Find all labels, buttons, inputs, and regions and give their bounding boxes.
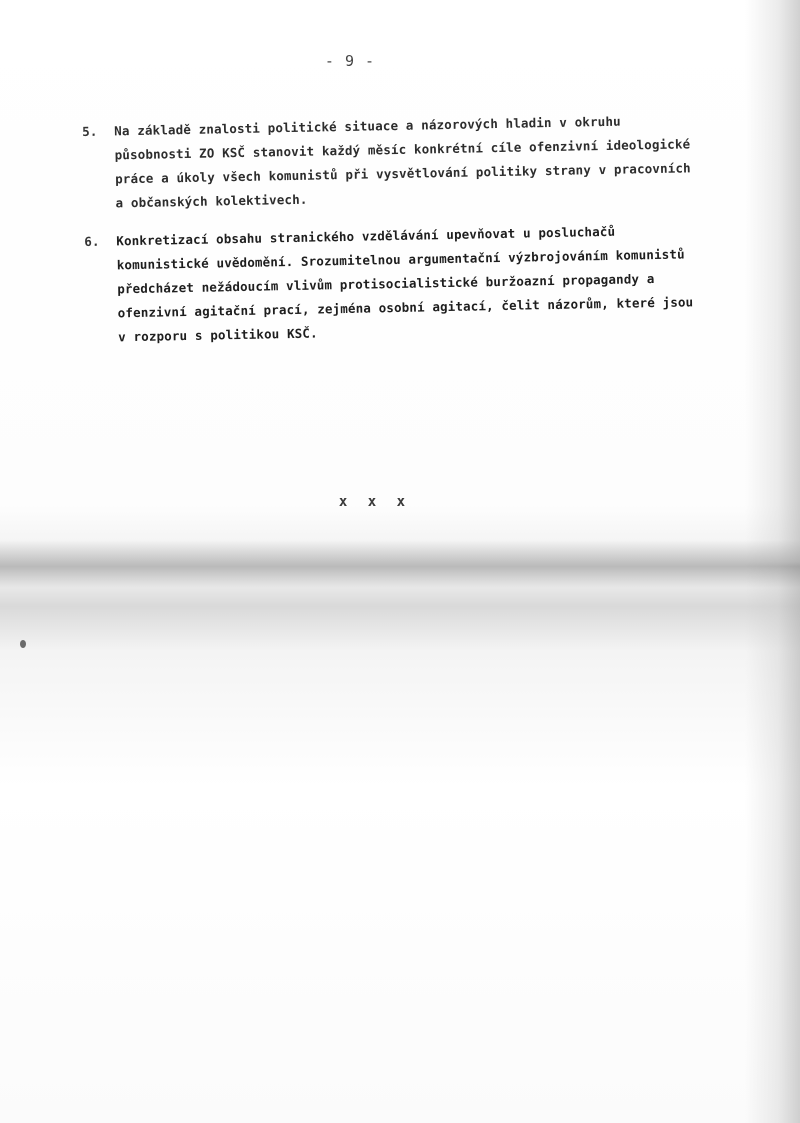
list-item [84,218,706,350]
page-fold-shadow [0,540,800,588]
numbered-list [82,108,707,364]
section-end-marker: x x x [338,494,412,510]
ink-speck [20,640,26,648]
list-item [82,108,704,216]
page-number: - 9 - [324,52,376,70]
item-number: 5. [82,123,98,139]
item-text: Na základě znalosti politické situace a názorových hladin v okruhu působnosti ZO KSČ stanovit každý měsíc konkrétní cíle ofenzivní ideologické práce a úkoly všech komunistů při vysvětlování politiky strany v pracovních a občanských kolektivech. [114,113,691,211]
item-text: Konkretizací obsahu stranického vzdělávání upevňovat u posluchačů komunistické uvědomění. Srozumitelnou argumentační výzbrojováním komunistů předcházet nežádoucím vlivům protisocialistické buržoazní propagandy a ofenzivní agitační prací, zejména osobní agitací, čelit názorům, které jsou v rozporu s politikou KSČ. [116,223,694,345]
item-number: 6. [84,233,100,249]
